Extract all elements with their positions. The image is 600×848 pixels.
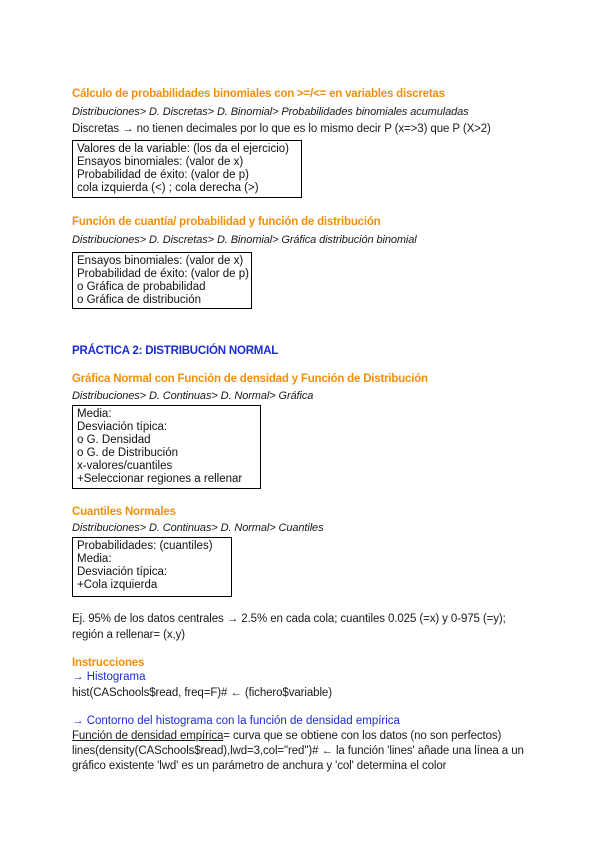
density-def-text: = curva que se obtiene con los datos (no son perfectos) bbox=[223, 730, 502, 742]
box-line: Valores de la variable: (los da el ejercicio) bbox=[77, 143, 289, 155]
box-line: Probabilidades: (cuantiles) bbox=[77, 540, 213, 552]
binomial-params-box bbox=[72, 140, 302, 198]
discrete-note: Discretas → no tienen decimales por lo que es lo mismo decir P (x=>3) que P (X>2) bbox=[72, 123, 491, 135]
density-contour-label: → Contorno del histograma con la función de densidad empírica bbox=[72, 715, 400, 727]
menu-path-normal-quantiles: Distribuciones> D. Continuas> D. Normal> Cuantiles bbox=[72, 522, 324, 534]
box-line: o Gráfica de distribución bbox=[77, 294, 202, 306]
practice-heading: PRÁCTICA 2: DISTRIBUCIÓN NORMAL bbox=[72, 345, 279, 357]
box-line: Probabilidad de éxito: (valor de p) bbox=[77, 268, 249, 280]
section-title-binomial-probabilities: Cálculo de probabilidades binomiales con >=/<= en variables discretas bbox=[72, 88, 445, 100]
instructions-heading: Instrucciones bbox=[72, 657, 145, 669]
box-line: Desviación típica: bbox=[77, 566, 168, 578]
example-line-2: región a rellenar= (x,y) bbox=[72, 629, 185, 641]
box-line: o G. Densidad bbox=[77, 434, 151, 446]
example-line-1: Ej. 95% de los datos centrales → 2.5% en cada cola; cuantiles 0.025 (=x) y 0-975 (=y); bbox=[72, 613, 506, 625]
menu-path-binomial-graph: Distribuciones> D. Discretas> D. Binomial> Gráfica distribución binomial bbox=[72, 234, 417, 246]
box-line: cola izquierda (<) ; cola derecha (>) bbox=[77, 182, 259, 194]
menu-path-normal-graph: Distribuciones> D. Continuas> D. Normal> Gráfica bbox=[72, 390, 314, 402]
binomial-graph-box bbox=[72, 252, 252, 309]
box-line: Desviación típica: bbox=[77, 421, 168, 433]
density-term: Función de densidad empírica bbox=[72, 730, 224, 742]
menu-path-binomial-cumulative: Distribuciones> D. Discretas> D. Binomial> Probabilidades binomiales acumuladas bbox=[72, 106, 469, 118]
box-line: Media: bbox=[77, 553, 112, 565]
histogram-label: → Histograma bbox=[72, 671, 146, 683]
section-title-normal-quantiles: Cuantiles Normales bbox=[72, 506, 176, 518]
box-line: Ensayos binomiales: (valor de x) bbox=[77, 156, 244, 168]
section-title-normal-graph: Gráfica Normal con Función de densidad y Función de Distribución bbox=[72, 373, 428, 385]
box-line: +Cola izquierda bbox=[77, 579, 158, 591]
density-definition bbox=[72, 730, 501, 742]
box-line: +Seleccionar regiones a rellenar bbox=[77, 473, 243, 485]
normal-quantiles-box bbox=[72, 537, 232, 597]
lines-code-continued: gráfico existente 'lwd' es un parámetro de anchura y 'col' determina el color bbox=[72, 760, 447, 772]
section-title-probability-function: Función de cuantía/ probabilidad y función de distribución bbox=[72, 216, 381, 228]
box-line: Probabilidad de éxito: (valor de p) bbox=[77, 169, 249, 181]
normal-graph-box bbox=[72, 405, 261, 489]
lines-code: lines(density(CASchools$read),lwd=3,col="red")# ← la función 'lines' añade una línea a un bbox=[72, 745, 524, 757]
box-line: Ensayos binomiales: (valor de x) bbox=[77, 255, 244, 267]
box-line: o G. de Distribución bbox=[77, 447, 178, 459]
box-line: o Gráfica de probabilidad bbox=[77, 281, 206, 293]
box-line: x-valores/cuantiles bbox=[77, 460, 173, 472]
histogram-code: hist(CASchools$read, freq=F)# ← (fichero$variable) bbox=[72, 687, 332, 699]
box-line: Media: bbox=[77, 408, 112, 420]
